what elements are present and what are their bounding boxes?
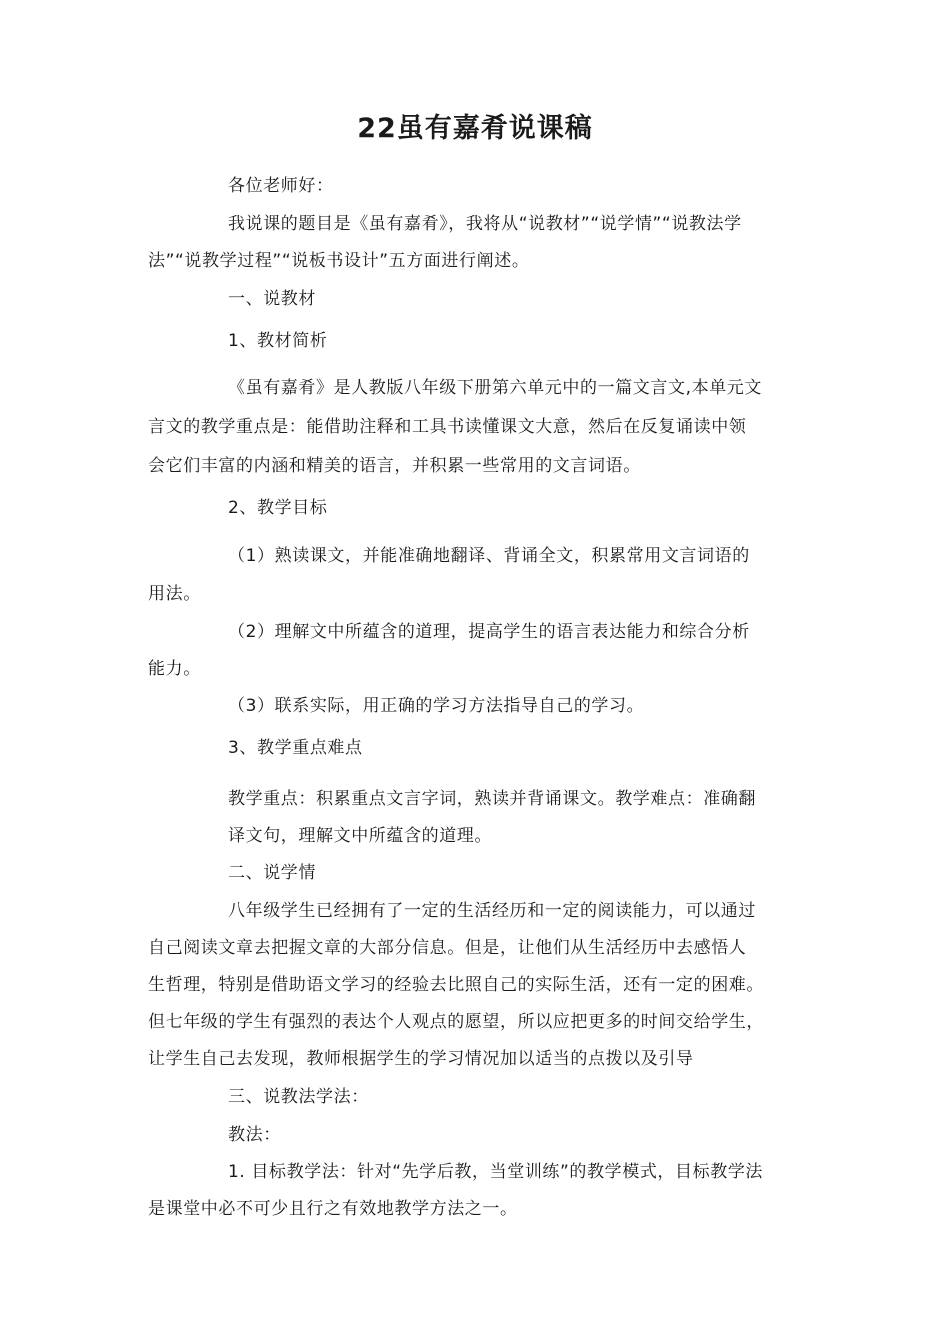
section-heading: 三、说教法学法： <box>228 1087 369 1107</box>
paragraph-line: 教学重点：积累重点文言字词，熟读并背诵课文。教学难点：准确翻 <box>228 789 756 809</box>
paragraph-line: 法”“说教学过程”“说板书设计”五方面进行阐述。 <box>148 251 530 271</box>
subsection-heading: 2、教学目标 <box>228 498 328 518</box>
paragraph-line: 生哲理，特别是借助语文学习的经验去比照自己的实际生活，还有一定的困难。 <box>148 975 764 995</box>
paragraph-line: 是课堂中必不可少且行之有效地教学方法之一。 <box>148 1199 518 1219</box>
document-title: 22虽有嘉肴说课稿 <box>357 113 593 144</box>
greeting-line: 各位老师好： <box>228 176 334 196</box>
paragraph-line: 八年级学生已经拥有了一定的生活经历和一定的阅读能力，可以通过 <box>228 901 756 921</box>
paragraph-line: 但七年级的学生有强烈的表达个人观点的愿望，所以应把更多的时间交给学生， <box>148 1012 764 1032</box>
section-heading: 二、说学情 <box>228 863 316 883</box>
subsection-heading: 教法： <box>228 1125 281 1145</box>
paragraph-line: 让学生自己去发现，教师根据学生的学习情况加以适当的点拨以及引导 <box>148 1049 694 1069</box>
paragraph-line: （3）联系实际，用正确的学习方法指导自己的学习。 <box>228 696 645 716</box>
paragraph-line: 《虽有嘉肴》是人教版八年级下册第六单元中的一篇文言文,本单元文 <box>228 378 763 398</box>
paragraph-line: （1）熟读课文，并能准确地翻译、背诵全文，积累常用文言词语的 <box>228 546 750 566</box>
paragraph-line: 1. 目标教学法：针对“先学后教，当堂训练”的教学模式，目标教学法 <box>228 1162 764 1182</box>
paragraph-line: 我说课的题目是《虽有嘉肴》，我将从“说教材”“说学情”“说教法学 <box>228 214 742 234</box>
paragraph-line: 译文句，理解文中所蕴含的道理。 <box>228 826 492 846</box>
paragraph-line: 会它们丰富的内涵和精美的语言，并积累一些常用的文言词语。 <box>148 456 641 476</box>
paragraph-line: 能力。 <box>148 659 201 679</box>
paragraph-line: 自己阅读文章去把握文章的大部分信息。但是，让他们从生活经历中去感悟人 <box>148 938 747 958</box>
paragraph-line: （2）理解文中所蕴含的道理，提高学生的语言表达能力和综合分析 <box>228 622 750 642</box>
section-heading: 一、说教材 <box>228 289 316 309</box>
subsection-heading: 3、教学重点难点 <box>228 738 363 758</box>
subsection-heading: 1、教材简析 <box>228 331 328 351</box>
paragraph-line: 言文的教学重点是：能借助注释和工具书读懂课文大意，然后在反复诵读中领 <box>148 417 747 437</box>
paragraph-line: 用法。 <box>148 584 201 604</box>
